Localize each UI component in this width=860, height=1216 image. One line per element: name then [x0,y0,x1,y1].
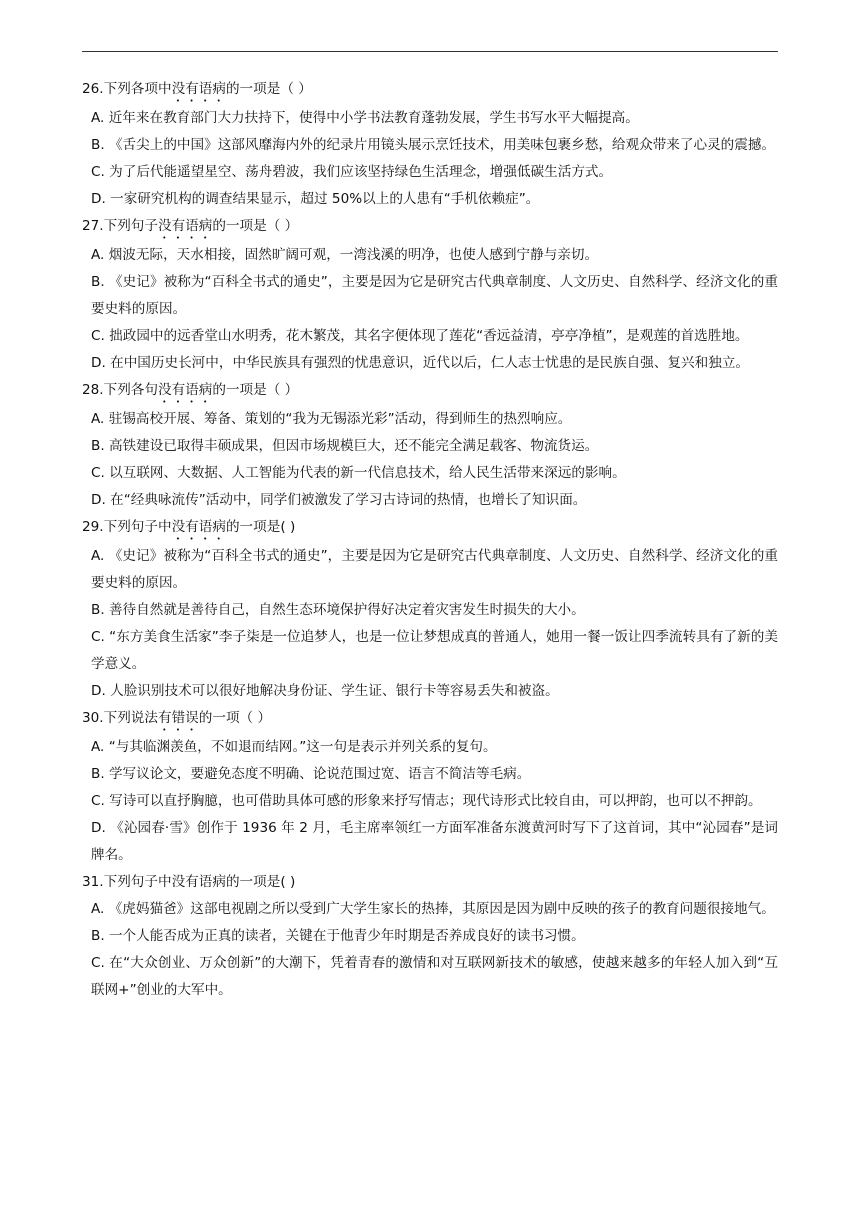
question-stem: 28.下列各句没有语病的一项是（ ） [82,382,299,398]
header-rule [82,51,778,52]
question-stem: 30.下列说法有错误的一项（ ） [82,710,272,726]
question-31 [82,869,778,1004]
question-stem: 27.下列句子没有语病的一项是（ ） [82,218,299,234]
option-a: A. 烟波无际，天水相接，固然旷阔可观，一湾浅溪的明净，也使人感到宁静与亲切。 [91,247,599,263]
question-30 [82,705,778,869]
emphasis-dots: 没有语病 [171,81,226,97]
option-d: D. 一家研究机构的调查结果显示，超过 50%以上的人患有“手机依赖症”。 [91,191,540,207]
option-a: A. 近年来在教育部门大力扶持下，使得中小学书法教育蓬勃发展，学生书写水平大幅提高。 [91,110,639,126]
option-c: C. 写诗可以直抒胸臆，也可借助具体可感的形象来抒写情志；现代诗形式比较自由，可以押韵，也可以不押韵。 [91,793,762,809]
question-27 [82,213,778,377]
option-c: C. 在“大众创业、万众创新”的大潮下，凭着青春的激情和对互联网新技术的敏感，使越来越多的年轻人加入到“互联网+”创业的大军中。 [91,955,778,998]
emphasis-dots: 没有语病 [158,218,213,234]
option-b: B. 《舌尖上的中国》这部风靡海内外的纪录片用镜头展示烹饪技术，用美味包裹乡愁，给观众带来了心灵的震撼。 [91,137,776,153]
option-a: A. 《史记》被称为“百科全书式的通史”，主要是因为它是研究古代典章制度、人文历史、自然科学、经济文化的重要史料的原因。 [91,548,778,591]
question-stem: 29.下列句子中没有语病的一项是( ) [82,519,296,535]
option-b: B. 高铁建设已取得丰硕成果，但因市场规模巨大，还不能完全满足载客、物流货运。 [91,438,599,454]
question-29 [82,514,778,705]
option-b: B. 《史记》被称为“百科全书式的通史”，主要是因为它是研究古代典章制度、人文历史、自然科学、经济文化的重要史料的原因。 [91,274,778,317]
option-b: B. 善待自然就是善待自己，自然生态环境保护得好决定着灾害发生时损失的大小。 [91,602,585,618]
option-c: C. 拙政园中的远香堂山水明秀，花木繁茂，其名字便体现了莲花“香远益清，亭亭净植”，是观莲的首选胜地。 [91,328,749,344]
emphasis-dots: 有错误 [158,710,199,726]
option-b: B. 学写议论文，要避免态度不明确、论说范围过宽、语言不简洁等毛病。 [91,766,531,782]
option-b: B. 一个人能否成为正真的读者，关键在于他青少年时期是否养成良好的读书习惯。 [91,928,585,944]
option-c: C. “东方美食生活家”李子柒是一位追梦人，也是一位让梦想成真的普通人，她用一餐一饭让四季流转具有了新的美学意义。 [91,629,778,672]
option-d: D. 在中国历史长河中，中华民族具有强烈的忧患意识，近代以后，仁人志士忧患的是民族自强、复兴和独立。 [91,355,750,371]
option-d: D. 在“经典咏流传”活动中，同学们被激发了学习古诗词的热情，也增长了知识面。 [91,492,587,508]
emphasis-dots: 没有语病 [171,519,226,535]
question-list [82,76,778,1004]
option-c: C. 为了后代能遥望星空、荡舟碧波，我们应该坚持绿色生活理念，增强低碳生活方式。 [91,164,613,180]
question-26 [82,76,778,213]
option-d: D. 人脸识别技术可以很好地解决身份证、学生证、银行卡等容易丢失和被盗。 [91,683,559,699]
option-a: A. 《虎妈猫爸》这部电视剧之所以受到广大学生家长的热捧，其原因是因为剧中反映的孩子的教育问题很接地气。 [91,901,775,917]
question-stem: 31.下列句子中没有语病的一项是( ) [82,874,296,890]
option-c: C. 以互联网、大数据、人工智能为代表的新一代信息技术，给人民生活带来深远的影响。 [91,465,626,481]
question-stem: 26.下列各项中没有语病的一项是（ ） [82,81,312,97]
question-28 [82,377,778,514]
option-a: A. 驻锡高校开展、筹备、策划的“我为无锡添光彩”活动，得到师生的热烈响应。 [91,411,572,427]
option-a: A. “与其临渊羡鱼，不如退而结网。”这一句是表示并列关系的复句。 [91,739,497,755]
emphasis-dots: 没有语病 [158,382,213,398]
option-d: D. 《沁园春·雪》创作于 1936 年 2 月，毛主席率领红一方面军准备东渡黄河时写下了这首词，其中“沁园春”是词牌名。 [91,820,778,863]
